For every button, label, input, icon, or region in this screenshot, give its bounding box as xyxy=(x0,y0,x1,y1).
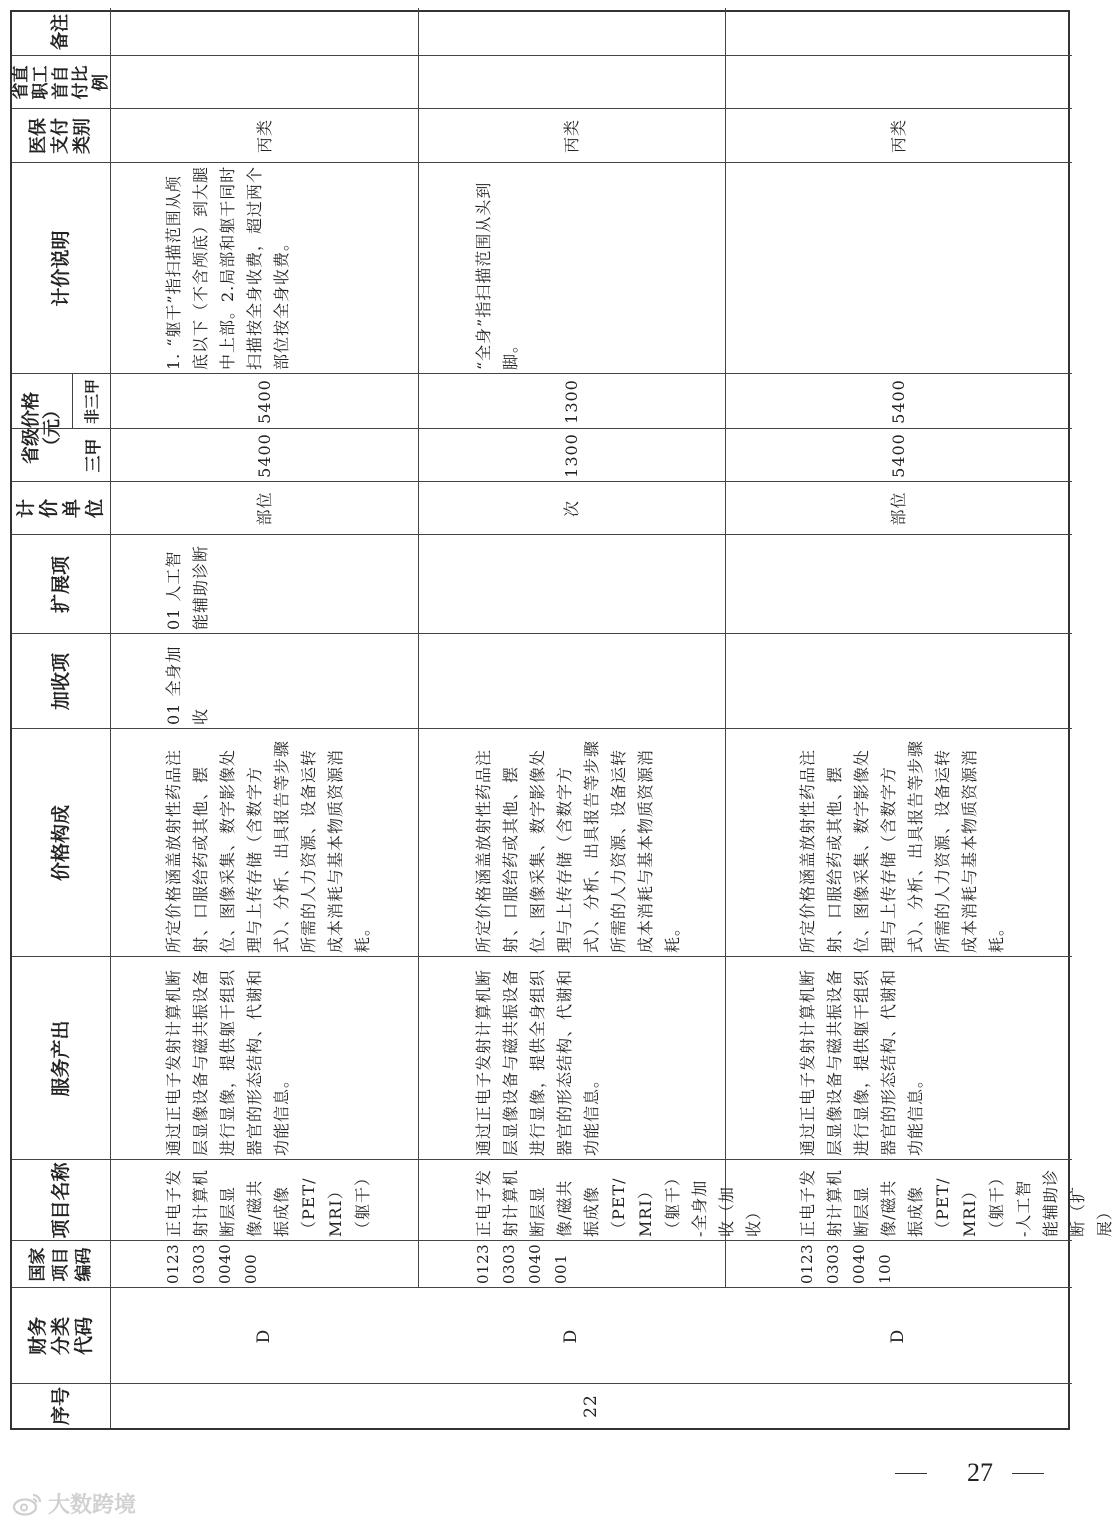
row2-remark xyxy=(418,8,725,56)
header-remark: 备注 xyxy=(50,14,71,50)
row3-price-a: 5400 xyxy=(889,433,908,478)
header-self-pay: 省直职工首自付比例 xyxy=(11,65,111,100)
page-number-left-dash xyxy=(895,1473,927,1474)
row3-surcharge xyxy=(794,637,1072,725)
row2-insurance: 丙类 xyxy=(562,119,581,154)
row1-self-pay xyxy=(110,56,418,109)
header-seq: 序号 xyxy=(49,1387,72,1426)
header-extension: 扩展项 xyxy=(49,556,72,614)
price-table xyxy=(10,10,1114,1430)
rotated-table-page xyxy=(10,10,1114,1430)
row2-output: 通过正电子发射计算机断层显像设备与磁共振设备进行显像，提供全身组织器官的形态结构、代谢和功能信息。 xyxy=(474,968,601,1156)
row2-note: “全身”指扫描范围从头到脚。 xyxy=(474,181,520,370)
row3-extension xyxy=(794,538,1072,630)
row2-surcharge xyxy=(470,637,725,725)
row3-output: 通过正电子发射计算机断层显像设备与磁共振设备进行显像，提供躯干组织器官的形态结构、代谢和功能信息。 xyxy=(798,968,925,1156)
row1-insurance: 丙类 xyxy=(254,119,274,154)
header-composition: 价格构成 xyxy=(49,805,72,882)
header-price-a: 三甲 xyxy=(83,438,104,473)
row1-extension: 01 人工智能辅助诊断 xyxy=(164,544,210,630)
row2-finance-code: D xyxy=(561,1328,581,1344)
page-number: 27 xyxy=(967,1458,993,1487)
header-national-code: 国家项目编码 xyxy=(27,1247,94,1282)
row1-price-a: 5400 xyxy=(254,433,274,478)
row1-finance-code: D xyxy=(253,1328,274,1344)
header-insurance: 医保支付类别 xyxy=(28,118,93,154)
header-price-b: 非三甲 xyxy=(82,379,101,425)
row1-note: 1. “躯干”指扫描范围从颅底以下（不含颅底）到大腿中上部。2.局部和躯干同时扫描按全身收费，超过两个部位按全身收费。 xyxy=(164,165,291,370)
page-number-right-dash xyxy=(1012,1473,1044,1474)
row3-finance-code: D xyxy=(888,1328,908,1344)
row2-extension xyxy=(470,538,725,630)
watermark xyxy=(12,1488,136,1519)
row2-national-code: 012303030040001 xyxy=(474,1243,570,1284)
row1-remark xyxy=(110,8,418,56)
seq-value: 22 xyxy=(580,1394,601,1418)
watermark-text: 大数跨境 xyxy=(48,1493,137,1518)
header-price: 省级价格（元） xyxy=(21,392,63,464)
header-unit: 计价单位 xyxy=(15,499,106,519)
row1-composition: 所定价格涵盖放射性药品注射、口服给药或其他、摆位、图像采集、数字影像处理与上传存储（含数字方式）、分析、出具报告等步骤所需的人力资源、设备运转成本消耗与基本物质资源消耗。 xyxy=(164,739,372,953)
header-name: 项目名称 xyxy=(49,1162,72,1239)
header-finance-code: 财务分类代码 xyxy=(26,1317,95,1356)
row2-composition: 所定价格涵盖放射性药品注射、口服给药或其他、摆位、图像采集、数字影像处理与上传存储（含数字方式）、分析、出具报告等步骤所需的人力资源、设备运转成本消耗与基本物质资源消耗。 xyxy=(474,739,682,953)
row3-unit: 部位 xyxy=(889,491,908,526)
header-note: 计价说明 xyxy=(49,230,72,307)
row3-self-pay xyxy=(725,56,1072,109)
row2-self-pay xyxy=(418,56,725,109)
row3-remark xyxy=(725,8,1072,56)
row1-unit: 部位 xyxy=(254,491,274,526)
row3-insurance: 丙类 xyxy=(889,119,908,154)
header-surcharge: 加收项 xyxy=(49,653,72,711)
row3-name: 正电子发射计算机断层显像/磁共振成像（PET/MRI）（躯干）-人工智能辅助诊断（扩展） xyxy=(798,1168,1114,1237)
row2-name: 正电子发射计算机断层显像/磁共振成像（PET/MRI）（躯干）-全身加收（加收） xyxy=(474,1168,763,1237)
row3-national-code: 012303030040100 xyxy=(798,1243,894,1284)
row1-surcharge: 01 全身加收 xyxy=(164,645,210,725)
row1-price-b: 5400 xyxy=(254,379,274,424)
row1-output: 通过正电子发射计算机断层显像设备与磁共振设备进行显像，提供躯干组织器官的形态结构、代谢和功能信息。 xyxy=(164,968,291,1156)
row1-national-code: 012303030040000 xyxy=(164,1243,260,1284)
row2-unit: 次 xyxy=(562,500,581,518)
row2-price-a: 1300 xyxy=(562,433,581,478)
row2-price-b: 1300 xyxy=(562,379,581,424)
row1-name: 正电子发射计算机断层显像/磁共振成像（PET/MRI）（躯干） xyxy=(164,1168,372,1237)
row3-composition: 所定价格涵盖放射性药品注射、口服给药或其他、摆位、图像采集、数字影像处理与上传存储（含数字方式）、分析、出具报告等步骤所需的人力资源、设备运转成本消耗与基本物质资源消耗。 xyxy=(798,739,1006,953)
row3-price-b: 5400 xyxy=(889,379,908,424)
header-output: 服务产出 xyxy=(49,1020,72,1097)
row3-note xyxy=(794,165,1072,370)
weibo-logo-icon xyxy=(12,1492,42,1516)
